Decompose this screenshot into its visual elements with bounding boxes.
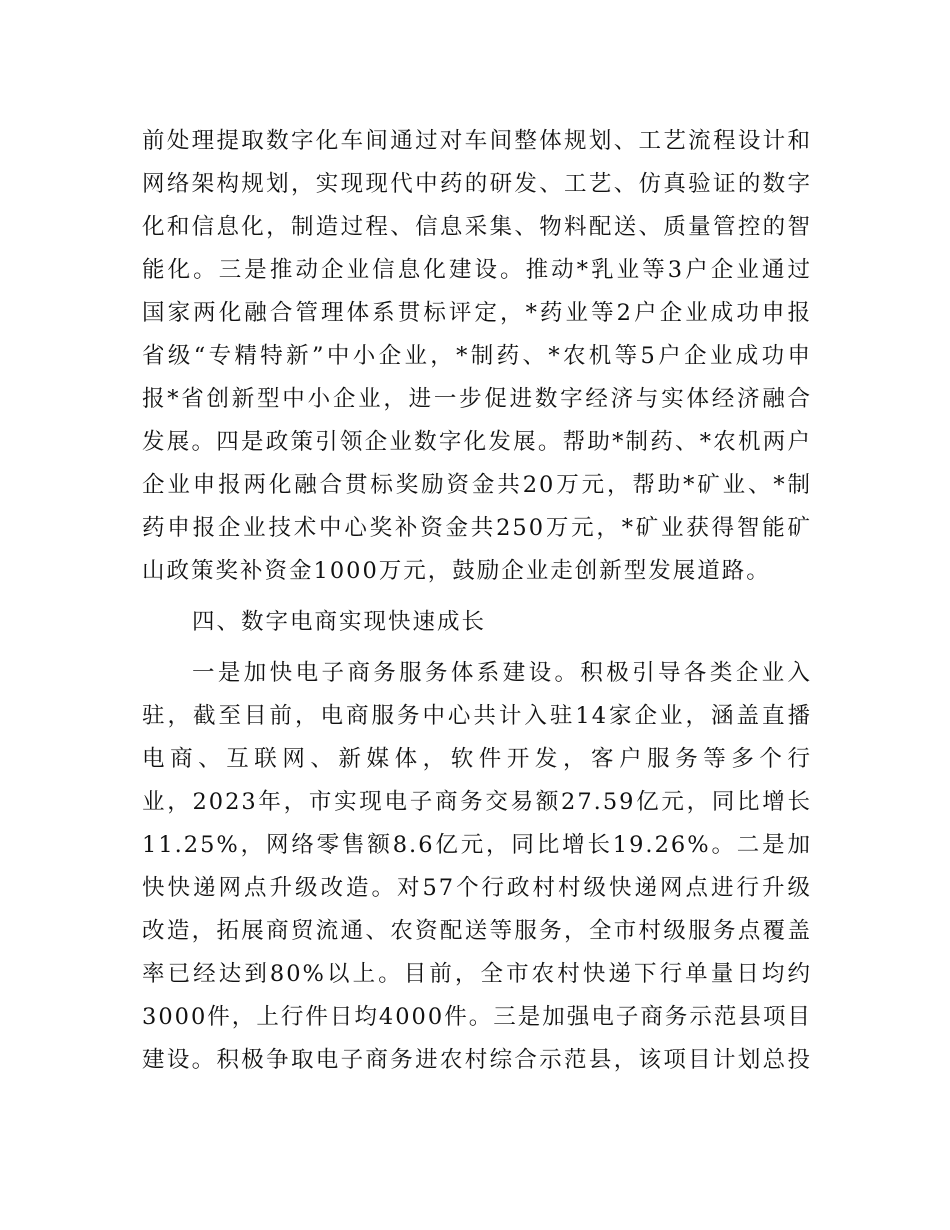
text-line: 业，2023年，市实现电子商务交易额27.59亿元，同比增长 <box>142 789 812 815</box>
text-line: 11.25%，网络零售额8.6亿元，同比增长19.26%。二是加 <box>142 832 812 858</box>
text-line: 一是加快电子商务服务体系建设。积极引导各类企业入 <box>192 660 812 686</box>
text-line: 建设。积极争取电子商务进农村综合示范县，该项目计划总投 <box>142 1047 812 1073</box>
text-line: 驻，截至目前，电商服务中心共计入驻14家企业，涵盖直播 <box>142 703 812 729</box>
text-line: 前处理提取数字化车间通过对车间整体规划、工艺流程设计和 <box>142 128 812 154</box>
text-line: 发展。四是政策引领企业数字化发展。帮助*制药、*农机两户 <box>142 429 812 455</box>
text-line: 省级“专精特新”中小企业，*制药、*农机等5户企业成功申 <box>142 343 812 369</box>
text-line: 网络架构规划，实现现代中药的研发、工艺、仿真验证的数字 <box>142 171 812 197</box>
document-body <box>142 120 812 1082</box>
text-line: 药申报企业技术中心奖补资金共250万元，*矿业获得智能矿 <box>142 515 812 541</box>
text-line: 报*省创新型中小企业，进一步促进数字经济与实体经济融合 <box>142 386 812 412</box>
text-line: 率已经达到80%以上。目前，全市农村快递下行单量日均约 <box>142 961 812 987</box>
text-line: 企业申报两化融合贯标奖励资金共20万元，帮助*矿业、*制 <box>142 472 812 498</box>
text-line: 山政策奖补资金1000万元，鼓励企业走创新型发展道路。 <box>142 558 771 584</box>
text-line: 电商、互联网、新媒体，软件开发，客户服务等多个行 <box>142 746 812 772</box>
text-line: 能化。三是推动企业信息化建设。推动*乳业等3户企业通过 <box>142 257 812 283</box>
paragraph-1 <box>142 120 812 593</box>
text-line: 快快递网点升级改造。对57个行政村村级快递网点进行升级 <box>142 875 812 901</box>
paragraph-2 <box>142 652 812 1082</box>
text-line: 3000件，上行件日均4000件。三是加强电子商务示范县项目 <box>142 1004 812 1030</box>
text-line: 化和信息化，制造过程、信息采集、物料配送、质量管控的智 <box>142 214 812 240</box>
section-heading: 四、数字电商实现快速成长 <box>192 609 487 635</box>
text-line: 国家两化融合管理体系贯标评定，*药业等2户企业成功申报 <box>142 300 812 326</box>
text-line: 改造，拓展商贸流通、农资配送等服务，全市村级服务点覆盖 <box>142 918 812 944</box>
